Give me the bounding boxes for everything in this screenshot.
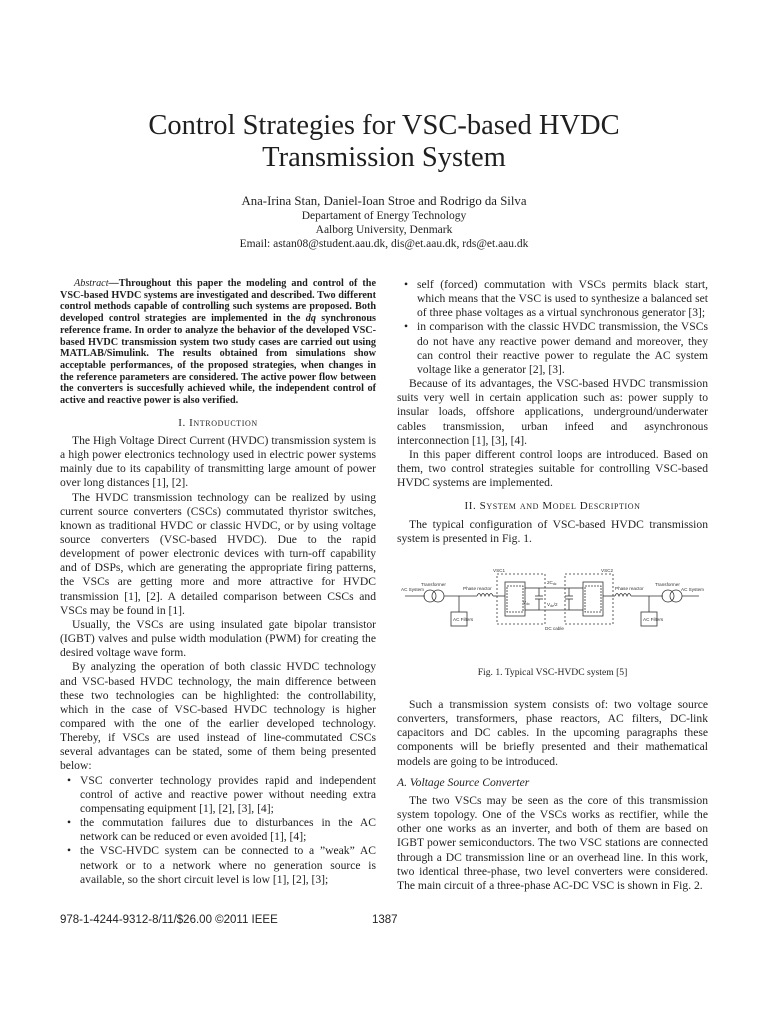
- advantages-list-right: [397, 278, 708, 377]
- abstract: [60, 278, 376, 407]
- affiliation-email: Email: astan08@student.aau.dk, dis@et.aau.dk, rds@et.aau.dk: [239, 238, 529, 251]
- left-column: [60, 278, 376, 887]
- list-item: • in comparison with the classic HVDC transmission, the VSCs do not have any reactive power demand and moreover, they can control their reactive power to regulate the AC system voltage like a generator [2], [3].: [417, 320, 708, 377]
- label-vdc-half: $V_{dc}/2$: [547, 601, 558, 608]
- list-item: • the commutation failures due to disturbances in the AC network can be reduced or even avoided [1], [4];: [80, 816, 376, 844]
- title-line-1: Control Strategies for VSC-based HVDC: [148, 110, 620, 141]
- intro-paragraph-1: The High Voltage Direct Current (HVDC) transmission system is a high power electronics technology used in electric power systems mainly due to its capability of transmitting large amount of power over long distances [1], [2].: [60, 433, 376, 490]
- label-phase-reactor-left: Phase reactor: [463, 585, 492, 591]
- label-transformer-right: Transformer: [655, 581, 680, 587]
- system-paragraph-3: The two VSCs may be seen as the core of this transmission system topology. One of the VSCs works as rectifier, while the other one works as an inverter, and both of them are based on IGBT power semiconductors. The two VSC stations are connected through a DC transmission line or an overhead line. In this work, two identical three-phase, two level converters were considered. The main circuit of a three-phase AC-DC VSC is shown in Fig. 2.: [397, 793, 708, 892]
- copyright-notice: 978-1-4244-9312-8/11/$26.00 ©2011 IEEE: [60, 914, 278, 926]
- label-dc-cable: DC cable: [545, 625, 564, 631]
- abstract-dq: dq: [305, 313, 316, 325]
- affiliation-block: [84, 209, 684, 252]
- label-transformer-left: Transformer: [421, 581, 446, 587]
- intro-paragraph-5: Because of its advantages, the VSC-based HVDC transmission suits very well in certain application such as: power supply to insular loads, offshore applications, underground/underwater cables transmission, urban infeed and asynchronous interconnection [1], [3], [4].: [397, 377, 708, 447]
- figure-vsc-hvdc-system: [397, 560, 708, 660]
- intro-paragraph-2: The HVDC transmission technology can be realized by using current source converters (CSCs) commutated thyristor switches, known as traditional HVDC or classic HVDC, or by using voltage source converters (VSC-based HVDC). Due to the rapid development of power electronic devices with turn-off capability and of DSPs, which are generating the appropriate firing patterns, the VSCs are getting more and more attractive for HVDC transmission [1], [2]. A detailed comparison between CSCs and VSCs may be found in [1].: [60, 490, 376, 617]
- right-column: [397, 278, 708, 893]
- page-number: 1387: [372, 914, 398, 926]
- label-vdc: $V_{dc}$: [523, 599, 530, 606]
- affiliation-department: Departament of Energy Technology: [301, 210, 467, 222]
- figure-caption: Fig. 1. Typical VSC-HVDC system [5]: [477, 666, 628, 678]
- section-heading-system-model: II. System and Model Description: [464, 500, 641, 513]
- subsection-heading-vsc: A. Voltage Source Converter: [397, 775, 530, 789]
- intro-paragraph-6: In this paper different control loops are introduced. Based on them, two control strategies suitable for controlling VSC-based HVDC systems are implemented.: [397, 447, 708, 490]
- intro-paragraph-4: By analyzing the operation of both classic HVDC technology and VSC-based HVDC technology, the main difference between these two technologies can be highlighted: the controllability, which in the case of VSC-based HVDC technology is higher compared with the one of the earlier developed technology. Thereby, if VSCs are used instead of line-commutated CSCs several advantages can be stated, some of them being presented below:: [60, 660, 376, 773]
- list-item: • self (forced) commutation with VSCs permits black start, which means that the VSC is used to synthesize a balanced set of three phase voltages as a virtual synchronous generator [3];: [417, 278, 708, 320]
- system-paragraph-1: The typical configuration of VSC-based HVDC transmission system is presented in Fig. 1.: [397, 517, 708, 545]
- label-2cdc: $2C_{dc}$: [547, 579, 557, 586]
- abstract-text-2: synchronous reference frame. In order to analyze the behavior of the developed VSC-based HVDC transmission system two study cases are carried out using MATLAB/Simulink. The results obtained from simulations show acceptable performances, of the proposed strategies, when changes in the reference parameters are considered. The active power flow between the converters is succesfully achieved while, the independent control of active and reactive power is also verified.: [60, 313, 377, 407]
- abstract-lead: Abstract: [74, 278, 109, 289]
- label-ac-system-left: AC System: [401, 586, 424, 592]
- affiliation-university: Aalborg University, Denmark: [315, 224, 453, 237]
- circuit-diagram: [397, 560, 708, 660]
- label-ac-filters-right: AC Filters: [643, 616, 664, 622]
- list-item: • the VSC-HVDC system can be connected to a ”weak” AC network or to a network where no generation source is available, so the short circuit level is low [1], [2], [3];: [80, 844, 376, 886]
- intro-paragraph-3: Usually, the VSCs are using insulated gate bipolar transistor (IGBT) valves and pulse width modulation (PWM) for creating the desired voltage wave form.: [60, 617, 376, 660]
- paper-title: [84, 110, 684, 174]
- section-heading-introduction: I. Introduction: [178, 416, 258, 429]
- label-phase-reactor-right: Phase reactor: [615, 585, 644, 591]
- author-list: Ana-Irina Stan, Daniel-Ioan Stroe and Rodrigo da Silva: [241, 194, 527, 208]
- label-ac-system-right: AC System: [681, 586, 704, 592]
- system-paragraph-2: Such a transmission system consists of: two voltage source converters, transformers, phase reactors, AC filters, DC-link capacitors and DC cables. In the upcoming paragraphs these components will be briefly presented and their mathematical models are going to be introduced.: [397, 697, 708, 768]
- label-ac-filters-left: AC Filters: [453, 616, 474, 622]
- list-item: • VSC converter technology provides rapid and independent control of active and reactive power without needing extra compensating equipment [1], [2], [3], [4];: [80, 774, 376, 816]
- label-vsc2: VSC2: [601, 567, 614, 573]
- label-vsc1: VSC1: [493, 567, 506, 573]
- advantages-list-left: [60, 774, 376, 887]
- abstract-text-1: —Throughout this paper the modeling and control of the VSC-based HVDC systems are investigated and described. Two different control methods capable of controlling such systems are proposed. Both developed control strategies are implemented in the: [60, 278, 376, 325]
- title-line-2: Transmission System: [262, 142, 506, 173]
